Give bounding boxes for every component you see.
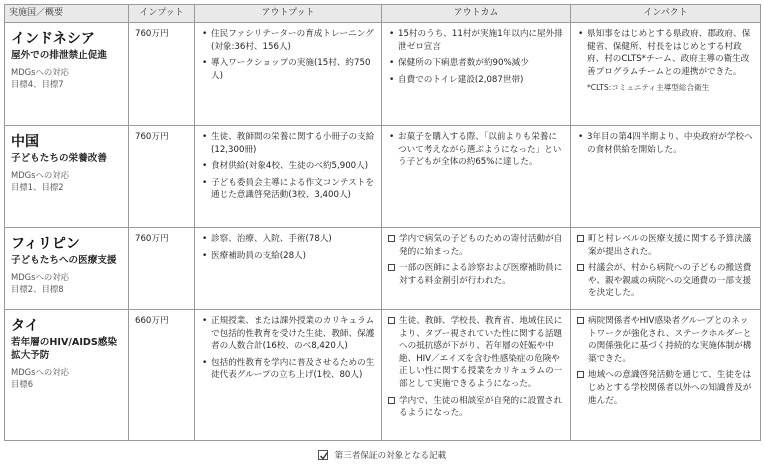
checked-outcome-item <box>388 233 564 258</box>
impact-item: 地域への意識啓発活動を通じて、生徒をはじめとする学校関係者以外への知識普及が進んだ。 <box>588 370 752 406</box>
mdg-goals: 目標2、目標8 <box>11 283 64 294</box>
outcome-item: • 自費でのトイレ建設(2,087世帯) <box>388 74 564 87</box>
checked-impact-item <box>577 369 754 407</box>
output-cell <box>195 228 382 310</box>
table-row <box>5 126 761 228</box>
outcome-cell <box>382 126 571 228</box>
input-amount: 660万円 <box>129 310 195 441</box>
country-cell <box>5 228 129 310</box>
impact-item: • 3年目の第4四半期より、中央政府が学校への食材供給を開始した。 <box>577 131 754 156</box>
input-amount: 760万円 <box>129 23 195 126</box>
checkbox-icon <box>388 264 395 271</box>
project-results-table <box>4 4 761 441</box>
mdg-label: MDGsへの対応 <box>11 170 70 180</box>
output-item: • 導入ワークショップの実施(15村、約750人) <box>201 57 375 82</box>
outcome-item: • 保健所の下痢患者数が約90%減少 <box>388 57 564 70</box>
mdg-goals: 目標6 <box>11 378 34 389</box>
output-item: • 医療補助員の支給(28人) <box>201 250 375 263</box>
checkbox-icon <box>577 317 584 324</box>
checked-impact-item <box>577 262 754 300</box>
country-theme: 屋外での排泄禁止促進 <box>11 50 107 61</box>
output-item: • 正規授業、または課外授業のカリキュラムで包括的性教育を受けた生徒、教師、保護者の人数合計(16校、のべ8,420人) <box>201 315 375 353</box>
impact-item: 町と村レベルの医療支援に関する予算決議案が提出された。 <box>588 234 752 257</box>
outcome-item: • お菓子を購入する際、「以前よりも栄養について考えながら選ぶようになった」という子どもが全体の約65%に達した。 <box>388 131 564 169</box>
country-theme: 若年層のHIV/AIDS感染拡大予防 <box>11 337 117 361</box>
table-row <box>5 310 761 441</box>
outcome-item: 一部の医師による診察および医療補助員に対する料金割引が行われた。 <box>399 263 563 286</box>
header-outcome: アウトカム <box>382 5 571 23</box>
output-item: • 包括的性教育を学内に普及させるための生徒代表グループの立ち上げ(1校、80人) <box>201 357 375 382</box>
header-country: 実施国／概要 <box>5 5 129 23</box>
header-impact: インパクト <box>571 5 761 23</box>
checkbox-icon <box>577 371 584 378</box>
output-cell <box>195 310 382 441</box>
checked-impact-item <box>577 233 754 258</box>
country-cell <box>5 126 129 228</box>
impact-cell <box>571 126 761 228</box>
country-name: インドネシア <box>11 31 95 47</box>
outcome-cell <box>382 228 571 310</box>
mdg-label: MDGsへの対応 <box>11 272 70 282</box>
country-name: フィリピン <box>11 236 80 252</box>
checkbox-icon <box>577 235 584 242</box>
output-item: • 住民ファシリテーターの育成トレーニング(対象:36村、156人) <box>201 28 375 53</box>
legend-label: 第三者保証の対象となる記載 <box>334 451 447 461</box>
output-item: • 子ども委員会主導による作文コンテストを通じた意識啓発活動(3校、3,400人) <box>201 177 375 202</box>
impact-item: • 県知事をはじめとする県政府、郡政府、保健省、保健所、村長をはじめとする村政府、村のCLTS*チーム、政府主導の衛生改善プログラムチームとの連携ができた。 <box>577 28 754 78</box>
impact-item: 病院関係者やHIV感染者グループとのネットワークが強化され、ステークホルダーとの関係強化に基づく持続的な実施体制が構築できた。 <box>588 316 752 364</box>
mdg-goals: 目標1、目標2 <box>11 181 64 192</box>
mdg-goals: 目標4、目標7 <box>11 78 64 89</box>
checkbox-icon <box>577 264 584 271</box>
checkbox-icon <box>388 235 395 242</box>
outcome-cell <box>382 310 571 441</box>
outcome-cell <box>382 23 571 126</box>
mdg-label: MDGsへの対応 <box>11 67 70 77</box>
output-item: • 生徒、教師間の栄養に関する小冊子の支給(12,300冊) <box>201 131 375 156</box>
report-page <box>4 4 760 461</box>
header-output: アウトプット <box>195 5 382 23</box>
checkbox-icon <box>388 397 395 404</box>
impact-item: 村議会が、村から病院への子どもの搬送費や、親や親戚の病院への交通費の一部支援を決定した。 <box>588 263 752 299</box>
country-name: 中国 <box>11 134 39 150</box>
output-cell <box>195 23 382 126</box>
input-amount: 760万円 <box>129 228 195 310</box>
checked-outcome-item <box>388 395 564 420</box>
output-item: • 食材供給(対象4校、生徒のべ約5,900人) <box>201 160 375 173</box>
country-theme: 子どもたちへの医療支援 <box>11 255 117 266</box>
header-input: インプット <box>129 5 195 23</box>
country-theme: 子どもたちの栄養改善 <box>11 153 107 164</box>
impact-cell <box>571 23 761 126</box>
legend <box>4 449 760 463</box>
checked-outcome-item <box>388 262 564 287</box>
input-amount: 760万円 <box>129 126 195 228</box>
table-row <box>5 228 761 310</box>
outcome-item: • 15村のうち、11村が実施1年以内に屋外排泄ゼロ宣言 <box>388 28 564 53</box>
country-name: タイ <box>11 318 39 334</box>
impact-footnote: *CLTS:コミュニティ主導型総合衛生 <box>587 83 710 93</box>
table-header-row <box>5 5 761 23</box>
checked-impact-item <box>577 315 754 365</box>
output-cell <box>195 126 382 228</box>
impact-cell <box>571 228 761 310</box>
mdg-label: MDGsへの対応 <box>11 367 70 377</box>
outcome-item: 学内で病気の子どものための寄付活動が自発的に始まった。 <box>399 234 563 257</box>
country-cell <box>5 310 129 441</box>
checkbox-icon <box>318 450 328 460</box>
country-cell <box>5 23 129 126</box>
output-item: • 診察、治療、入院、手術(78人) <box>201 233 375 246</box>
checkbox-icon <box>388 317 395 324</box>
table-row <box>5 23 761 126</box>
outcome-item: 学内で、生徒の相談室が自発的に設置されるようになった。 <box>399 395 563 419</box>
impact-cell <box>571 310 761 441</box>
outcome-item: 生徒、教師、学校長、教育省、地域住民により、タブー視されていた性に関する話題への抵抗感が下がり、若年層の妊娠や中絶、HIV／エイズを含む性感染症の危険や正しい性に関する授業をカリキュラムの一部として実施できるようになった。 <box>399 316 563 389</box>
checked-outcome-item <box>388 315 564 391</box>
